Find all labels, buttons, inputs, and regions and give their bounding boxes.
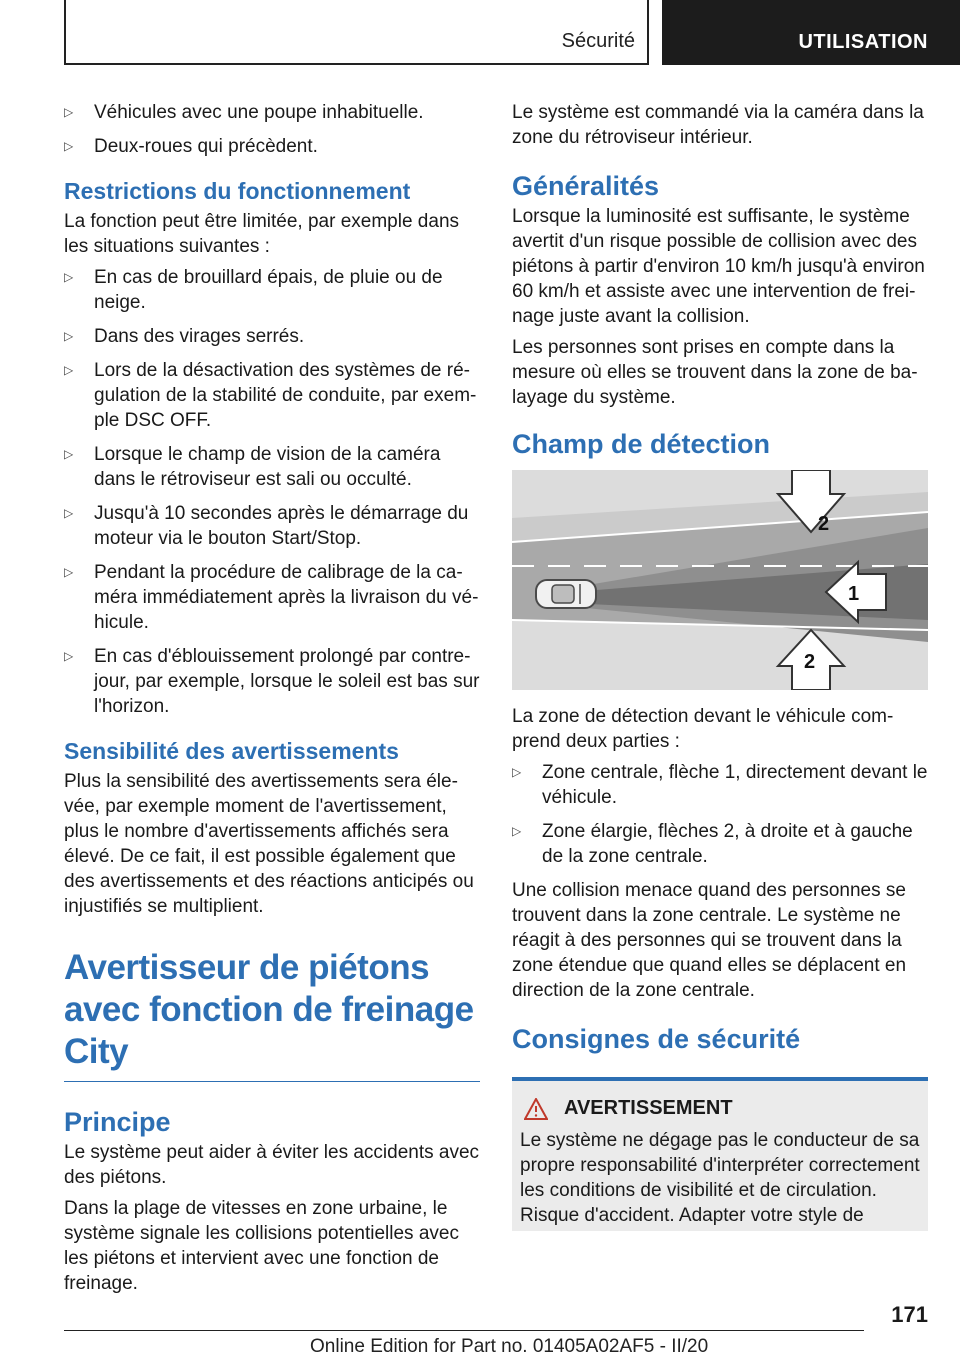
car-icon <box>536 580 596 608</box>
triangle-bullet-icon: ▷ <box>64 363 74 377</box>
heading-consignes: Consignes de sécurité <box>512 1024 801 1054</box>
triangle-bullet-icon: ▷ <box>64 329 74 343</box>
footer-divider <box>64 1330 864 1331</box>
paragraph: Les personnes sont prises en compte dans la mesure où elles se trouvent dans la zone de balayage du système. <box>512 337 918 408</box>
detection-zone-illustration <box>512 470 928 690</box>
paragraph: Le système peut aider à éviter les accidents avec des piétons. <box>64 1142 480 1188</box>
paragraph: Plus la sensibilité des avertissements sera élevée, par exemple moment de l'avertissement, plus le nombre d'avertissements affichés sera élevé. De ce fait, il est possible également que des avertissements et des réactions anticipés ou injustifiés se multiplient. <box>64 771 474 917</box>
paragraph: Une collision menace quand des personnes se trouvent dans la zone centrale. Le système ne réagit à des personnes qui se trouvent dans la zone étendue que quand elles se déplacent en direction de la zone centrale. <box>512 880 907 1001</box>
header-section-label: Sécurité <box>561 30 635 52</box>
triangle-bullet-icon: ▷ <box>64 105 74 119</box>
list-item: ▷ Jusqu'à 10 secondes après le démarrage du moteur via le bouton Start/Stop. <box>64 503 469 549</box>
warning-text: Le système ne dégage pas le conducteur de sa propre responsabilité d'interpréter correctement les conditions de visibilité et de circulation. Risque d'accident. Adapter votre style de <box>520 1130 920 1226</box>
list-item: ▷ Zone élargie, flèches 2, à droite et à gauche de la zone centrale. <box>512 821 913 867</box>
list-item: ▷ En cas d'éblouissement prolongé par contrejour, par exemple, lorsque le soleil est bas sur l'horizon. <box>64 646 480 717</box>
list-item: ▷ Pendant la procédure de calibrage de la caméra immédiatement après la livraison du véhicule. <box>64 562 479 633</box>
heading-restrictions: Restrictions du fonctionnement <box>64 178 411 204</box>
heading-generalites: Généralités <box>512 171 660 201</box>
paragraph: La zone de détection devant le véhicule comprend deux parties : <box>512 706 894 752</box>
triangle-bullet-icon: ▷ <box>64 649 74 663</box>
triangle-bullet-icon: ▷ <box>64 506 74 520</box>
svg-text:2: 2 <box>804 651 816 673</box>
list-item: ▷ Lorsque le champ de vision de la caméra dans le rétroviseur est sali ou occulté. <box>64 444 441 490</box>
paragraph: Lorsque la luminosité est suffisante, le système avertit d'un risque possible de collision avec des piétons à partir d'environ 10 km/h jusqu'à environ 60 km/h et assiste avec une intervention de freinage juste avant la collision. <box>512 206 925 327</box>
triangle-bullet-icon: ▷ <box>64 565 74 579</box>
triangle-bullet-icon: ▷ <box>64 447 74 461</box>
header-chapter-tab <box>662 0 960 65</box>
paragraph: Le système est commandé via la caméra dans la zone du rétroviseur intérieur. <box>512 102 924 148</box>
list-item: ▷ En cas de brouillard épais, de pluie ou de neige. <box>64 267 443 313</box>
list-item: ▷ Zone centrale, flèche 1, directement devant le véhicule. <box>512 762 928 808</box>
warning-box <box>512 1077 928 1231</box>
list-item: ▷ Véhicules avec une poupe inhabituelle. <box>64 102 424 123</box>
heading-champ-detection: Champ de détection <box>512 429 771 459</box>
svg-text:2: 2 <box>818 513 830 535</box>
chapter-title: Avertisseur de piétons avec fonction de freinage City <box>64 947 480 1082</box>
left-column <box>64 100 480 1302</box>
triangle-bullet-icon: ▷ <box>512 824 522 838</box>
paragraph: La fonction peut être limitée, par exemple dans les situations suivantes : <box>64 211 460 257</box>
right-column <box>512 100 928 1231</box>
paragraph: Dans la plage de vitesses en zone urbaine, le système signale les collisions potentielles avec les piétons et intervient avec une fonction de freinage. <box>64 1198 459 1294</box>
warning-title: AVERTISSEMENT <box>524 1097 920 1120</box>
heading-sensibilite: Sensibilité des avertissements <box>64 738 399 764</box>
svg-text:1: 1 <box>848 583 860 605</box>
header-chapter-label: UTILISATION <box>798 31 928 53</box>
footer-edition: Online Edition for Part no. 01405A02AF5 - II/20 <box>310 1336 709 1357</box>
list-item: ▷ Dans des virages serrés. <box>64 326 305 347</box>
header-section-tab <box>64 0 649 65</box>
triangle-bullet-icon: ▷ <box>64 139 74 153</box>
list-item: ▷ Deux-roues qui précèdent. <box>64 136 318 157</box>
warning-triangle-icon <box>524 1098 548 1120</box>
triangle-bullet-icon: ▷ <box>512 765 522 779</box>
list-item: ▷ Lors de la désactivation des systèmes de régulation de la stabilité de conduite, par exemple DSC OFF. <box>64 360 477 431</box>
heading-principe: Principe <box>64 1107 171 1137</box>
triangle-bullet-icon: ▷ <box>64 270 74 284</box>
page-number: 171 <box>891 1302 928 1327</box>
